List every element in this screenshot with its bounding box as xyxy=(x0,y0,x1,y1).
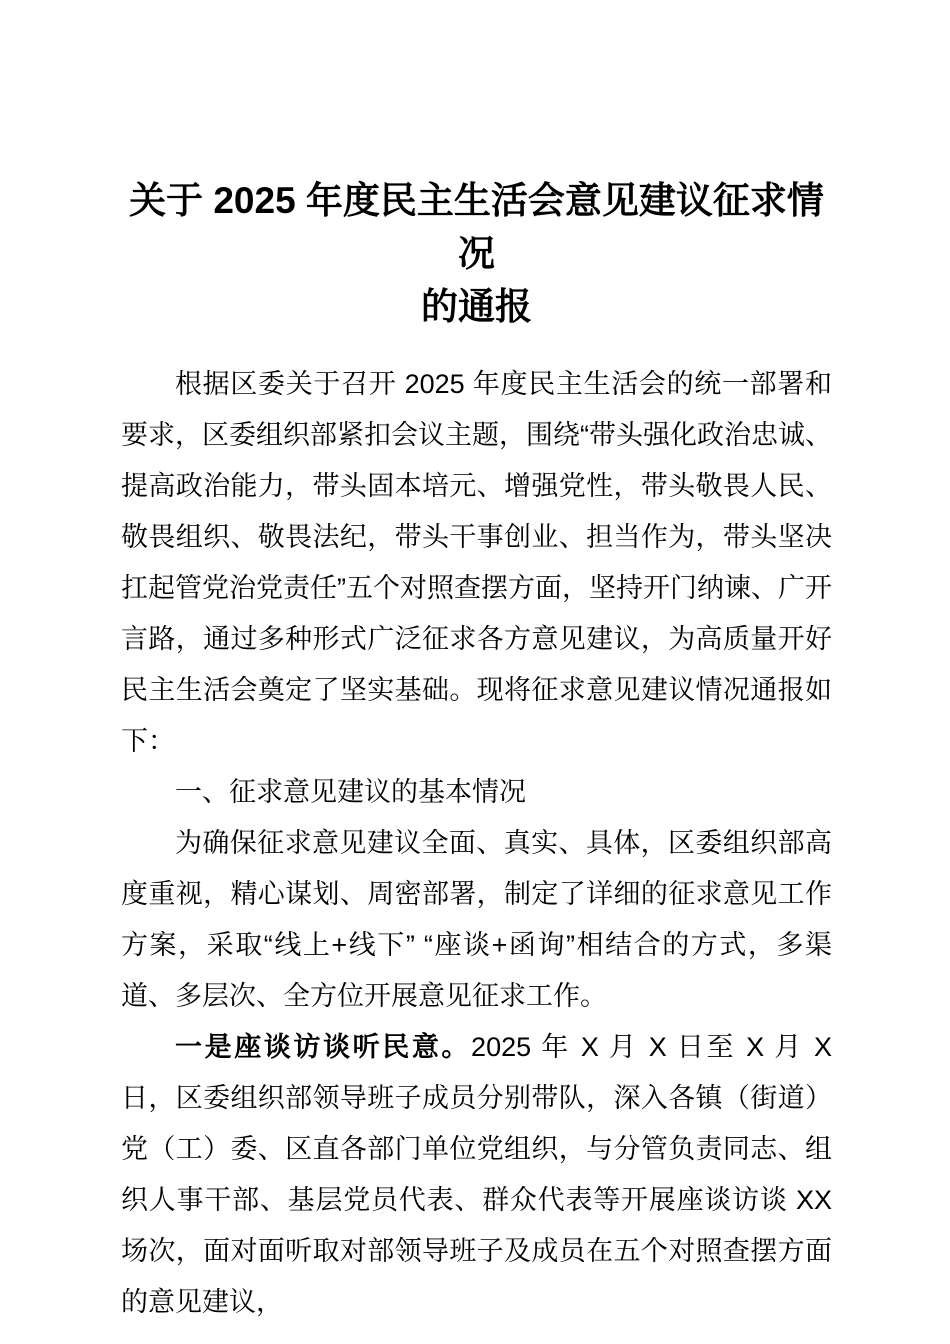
paragraph-item-1-text: 2025 年 X 月 X 日至 X 月 X 日，区委组织部领导班子成员分别带队，深入各镇（街道）党（工）委、区直各部门单位党组织，与分管负责同志、组织人事干部、基层党员代表、群众代表等开展座谈访谈 XX 场次，面对面听取对部领导班子及成员在五个对照查摆方面的意见建议， xyxy=(121,1032,833,1317)
section-heading-1: 一、征求意见建议的基本情况 xyxy=(175,777,526,807)
document-title-line-1: 关于 2025 年度民主生活会意见建议征求情况 xyxy=(129,180,824,274)
paragraph-overview: 为确保征求意见建议全面、真实、具体，区委组织部高度重视，精心谋划、周密部署，制定了详细的征求意见工作方案，采取“线上+线下” “座谈+函询”相结合的方式，多渠道、多层次、全方位开展意见征求工作。 xyxy=(121,828,832,1011)
paragraph-item-1-lead: 一是座谈访谈听民意。 xyxy=(175,1032,472,1062)
document-title-line-2: 的通报 xyxy=(421,286,532,327)
document-title xyxy=(121,174,832,333)
paragraph-item-1 xyxy=(121,1022,832,1328)
document-body xyxy=(121,359,832,1328)
paragraph-intro: 根据区委关于召开 2025 年度民主生活会的统一部署和要求，区委组织部紧扣会议主题，围绕“带头强化政治忠诚、提高政治能力，带头固本培元、增强党性，带头敬畏人民、敬畏组织、敬畏法纪，带头干事创业、担当作为，带头坚决扛起管党治党责任”五个对照查摆方面，坚持开门纳谏、广开言路，通过多种形式广泛征求各方意见建议，为高质量开好民主生活会奠定了坚实基础。现将征求意见建议情况通报如下： xyxy=(121,369,832,756)
